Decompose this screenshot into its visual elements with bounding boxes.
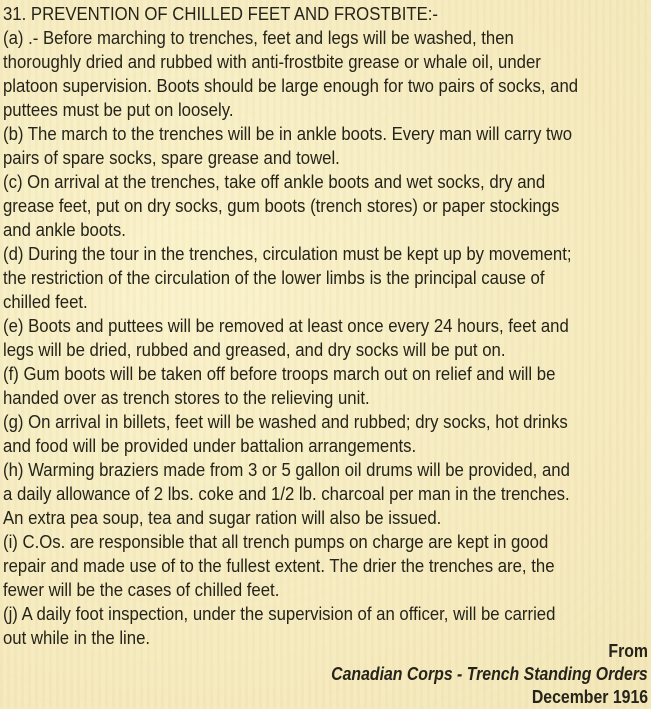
text-line	[3, 530, 651, 554]
date-text: December 1916	[531, 687, 648, 707]
text-line	[3, 50, 651, 74]
text-line	[3, 194, 651, 218]
text-line-content: platoon supervision. Boots should be large enough for two pairs of socks, and	[3, 76, 579, 96]
text-line	[3, 602, 651, 626]
heading-text: 31. PREVENTION OF CHILLED FEET AND FROSTBITE:-	[3, 4, 439, 24]
text-line	[3, 362, 651, 386]
text-line	[3, 98, 651, 122]
text-line-content: (c) On arrival at the trenches, take off ankle boots and wet socks, dry and	[3, 172, 546, 192]
text-line-content: legs will be dried, rubbed and greased, and dry socks will be put on.	[3, 340, 506, 360]
text-line-content: the restriction of the circulation of the lower limbs is the principal cause of	[3, 268, 545, 288]
text-line-content: and ankle boots.	[3, 220, 126, 240]
text-line	[3, 146, 651, 170]
heading	[3, 2, 651, 26]
source-text: Canadian Corps - Trench Standing Orders	[331, 664, 648, 684]
text-line	[3, 74, 651, 98]
text-line	[3, 410, 651, 434]
text-line	[3, 506, 651, 530]
text-line	[3, 338, 651, 362]
text-line	[3, 26, 651, 50]
text-line-content: grease feet, put on dry socks, gum boots (trench stores) or paper stockings	[3, 196, 560, 216]
text-line-content: pairs of spare socks, spare grease and towel.	[3, 148, 340, 168]
text-line	[3, 122, 651, 146]
from-text: From	[608, 641, 648, 661]
text-line	[3, 482, 651, 506]
text-line-content: handed over as trench stores to the relieving unit.	[3, 388, 370, 408]
paragraphs	[3, 26, 651, 650]
text-line-content: puttees must be put on loosely.	[3, 100, 234, 120]
text-line	[3, 314, 651, 338]
text-line-content: fewer will be the cases of chilled feet.	[3, 580, 280, 600]
text-line-content: (a) .- Before marching to trenches, feet and legs will be washed, then	[3, 28, 514, 48]
text-line	[3, 170, 651, 194]
text-line-content: (b) The march to the trenches will be in ankle boots. Every man will carry two	[3, 124, 573, 144]
text-line	[3, 218, 651, 242]
text-line-content: (e) Boots and puttees will be removed at least once every 24 hours, feet and	[3, 316, 569, 336]
text-line	[3, 242, 651, 266]
text-line	[3, 386, 651, 410]
text-line-content: (h) Warming braziers made from 3 or 5 gallon oil drums will be provided, and	[3, 460, 570, 480]
text-line-content: and food will be provided under battalion arrangements.	[3, 436, 417, 456]
text-line-content: repair and made use of to the fullest extent. The drier the trenches are, the	[3, 556, 555, 576]
text-line-content: (f) Gum boots will be taken off before troops march out on relief and will be	[3, 364, 556, 384]
attribution	[288, 640, 648, 709]
text-line-content: thoroughly dried and rubbed with anti-frostbite grease or whale oil, under	[3, 52, 541, 72]
document-body	[3, 2, 651, 650]
text-line-content: (g) On arrival in billets, feet will be washed and rubbed; dry socks, hot drinks	[3, 412, 568, 432]
text-line-content: An extra pea soup, tea and sugar ration will also be issued.	[3, 508, 442, 528]
text-line	[3, 458, 651, 482]
source-title	[288, 663, 648, 686]
text-line-content: chilled feet.	[3, 292, 88, 312]
source-date	[288, 686, 648, 709]
text-line	[3, 554, 651, 578]
text-line-content: a daily allowance of 2 lbs. coke and 1/2 lb. charcoal per man in the trenches.	[3, 484, 570, 504]
text-line-content: (j) A daily foot inspection, under the supervision of an officer, will be carried	[3, 604, 556, 624]
text-line-content: (i) C.Os. are responsible that all trench pumps on charge are kept in good	[3, 532, 549, 552]
text-line	[3, 578, 651, 602]
text-line-content: out while in the line.	[3, 628, 151, 648]
from-label	[288, 640, 648, 663]
text-line-content: (d) During the tour in the trenches, circulation must be kept up by movement;	[3, 244, 572, 264]
text-line	[3, 290, 651, 314]
text-line	[3, 434, 651, 458]
text-line	[3, 266, 651, 290]
